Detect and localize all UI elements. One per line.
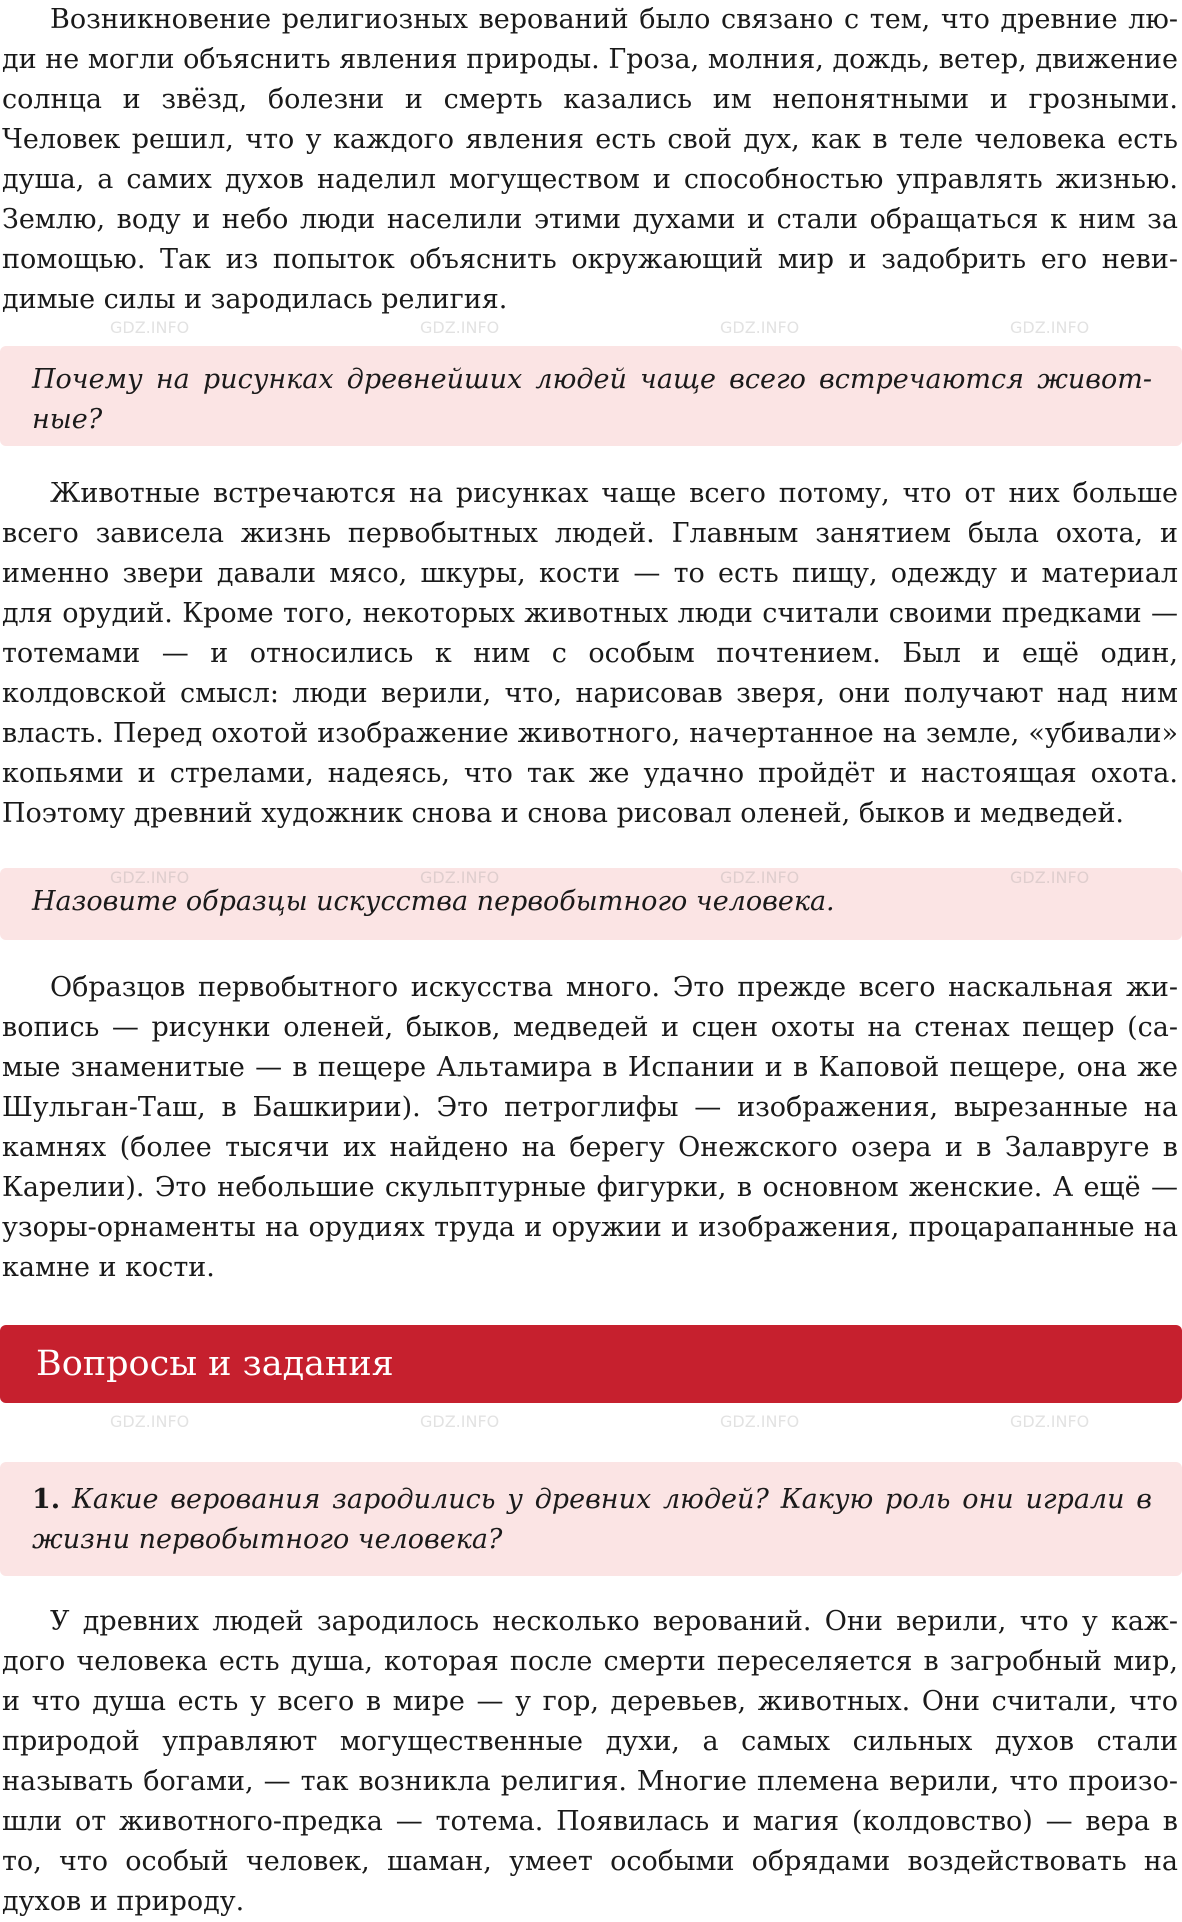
paragraph-art-answer: Образцов первобытного искусства много. Это прежде всего наскальная живопись — рисунки оленей, быков, медведей и сцен охоты на стенах пещер (самые знаменитые — в пещере Альтамира в Испании и в Каповой пещере, она же Шульган-Таш, в Башкирии). Это петроглифы — изображения, вырезанные на камнях (более тысячи их найдено на берегу Онежского озера и в Залавруге в Карелии). Это небольшие скульптурные фигурки, в основном женские. А ещё — узоры-орнаменты на орудиях труда и оружии и изображения, процарапанные на камне и кости.	[2, 972, 1178, 1283]
question-text: Назовите образцы искусства первобытного человека.	[32, 886, 835, 917]
question-text: Какие верования зародились у древних людей? Какую роль они играли в жизни первобытного человека?	[32, 1484, 1153, 1555]
section-banner	[0, 1325, 1182, 1403]
watermark: GDZ.INFO	[1010, 318, 1090, 337]
watermark: GDZ.INFO	[420, 1412, 500, 1431]
paragraph-religion-origin: Возникновение религиозных верований было связано с тем, что древние люди не могли объяснить явления природы. Гроза, молния, дождь, ветер, движение солнца и звёзд, болезни и смерть казались им непонятными и грозными. Человек решил, что у каждого явления есть свой дух, как в теле человека есть душа, а самих духов наделил могуществом и способностью управлять жизнью. Землю, воду и небо люди населили этими духами и стали обращаться к ним за помощью. Так из попыток объяснить окружающий мир и задобрить его невидимые силы и зародилась религия.	[2, 4, 1178, 315]
watermark: GDZ.INFO	[420, 868, 500, 887]
watermark: GDZ.INFO	[420, 318, 500, 337]
paragraph-animals-answer: Животные встречаются на рисунках чаще всего потому, что от них больше всего зависела жизнь первобытных людей. Главным занятием была охота, и именно звери давали мясо, шкуры, кости — то есть пищу, одежду и материал для орудий. Кроме того, некоторых животных люди считали своими предками — тотемами — и относились к ним с особым почтением. Был и ещё один, колдовской смысл: люди верили, что, нарисовав зверя, они получают над ним власть. Перед охотой изображение животного, начертанное на земле, «убивали» копьями и стрелами, надеясь, что так же удачно пройдёт и настоящая охота. Поэтому древний художник снова и снова рисовал оленей, быков и медведей.	[2, 478, 1178, 829]
watermark: GDZ.INFO	[720, 318, 800, 337]
watermark: GDZ.INFO	[1010, 868, 1090, 887]
question-number: 1.	[32, 1484, 61, 1515]
paragraph-beliefs-answer: У древних людей зародилось несколько верований. Они верили, что у каждого человека есть душа, которая после смерти переселяется в загробный мир, и что душа есть у всего в мире — у гор, деревьев, животных. Они считали, что природой управляют могущественные духи, а самых сильных духов стали называть богами, — так возникла религия. Многие племена верили, что произошли от животного-предка — тотема. Появилась и магия (колдовство) — вера в то, что особый человек, шаман, умеет особыми обрядами воздействовать на духов и природу.	[2, 1606, 1178, 1917]
question-box-beliefs	[0, 1462, 1182, 1576]
question-box-animals	[0, 346, 1182, 446]
section-title: Вопросы и задания	[36, 1344, 394, 1384]
question-text: Почему на рисунках древнейших людей чаще всего встречаются животные?	[32, 364, 1152, 435]
watermark: GDZ.INFO	[110, 318, 190, 337]
watermark: GDZ.INFO	[110, 868, 190, 887]
watermark: GDZ.INFO	[1010, 1412, 1090, 1431]
watermark: GDZ.INFO	[720, 1412, 800, 1431]
watermark: GDZ.INFO	[720, 868, 800, 887]
watermark: GDZ.INFO	[110, 1412, 190, 1431]
question-box-art	[0, 868, 1182, 940]
